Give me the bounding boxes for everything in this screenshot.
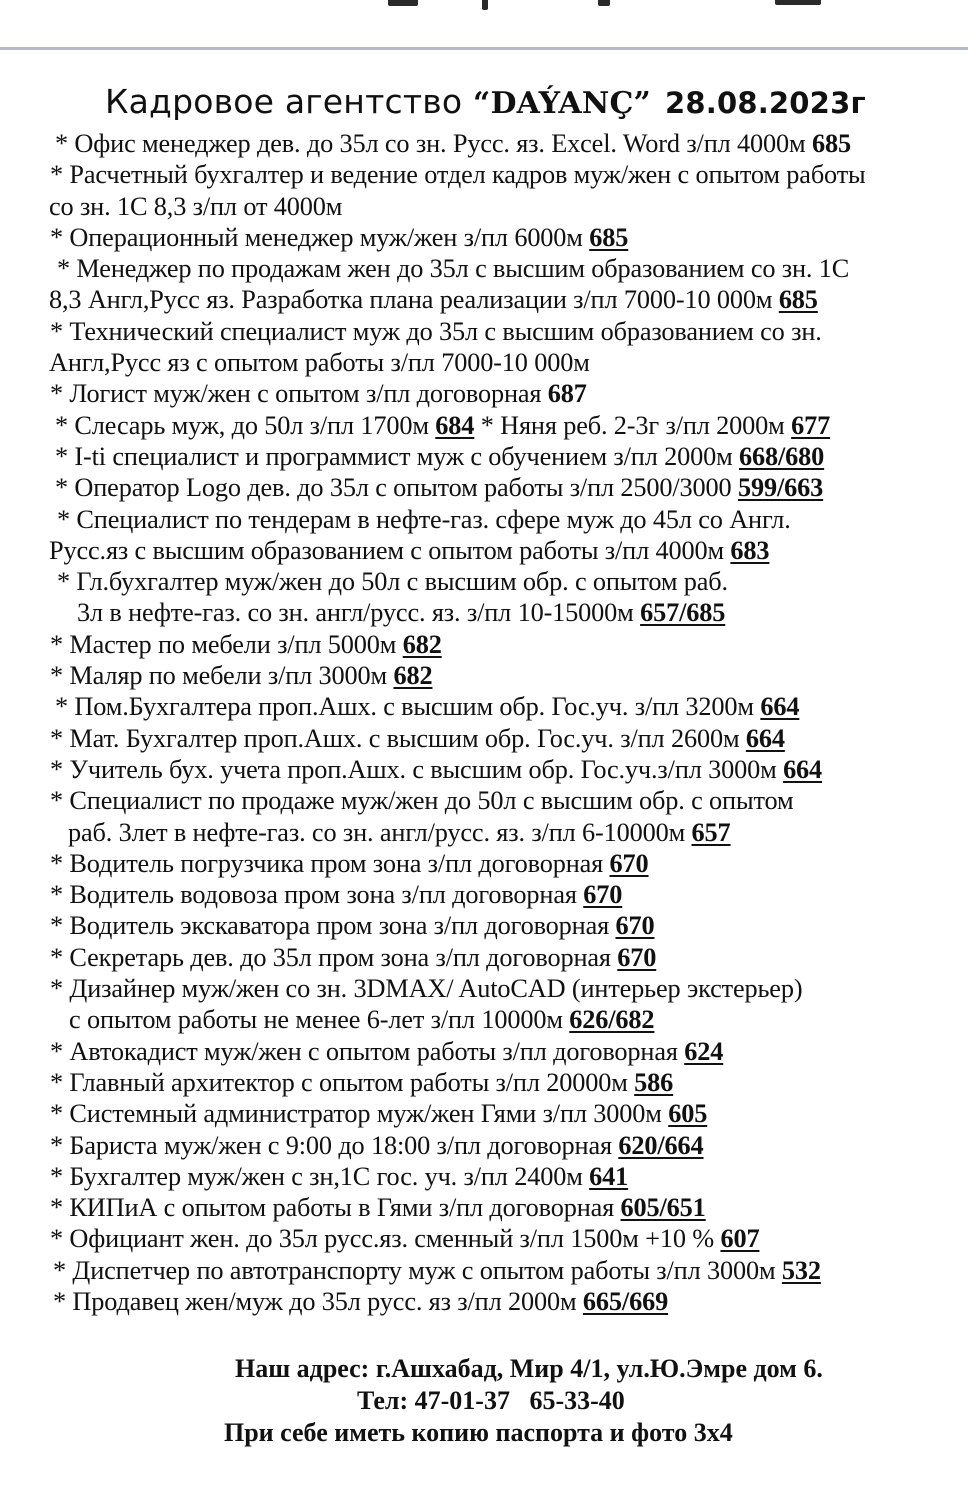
vacancy-text: * Слесарь муж, до 50л з/пл 1700м [55, 410, 436, 440]
vacancy-line [0, 378, 968, 409]
vacancy-line [0, 1098, 968, 1129]
vacancy-text: * Гл.бухгалтер муж/жен до 50л с высшим обр. с опытом раб. [57, 567, 728, 597]
vacancy-text: * Расчетный бухгалтер и ведение отдел кадров муж/жен с опытом работы [50, 160, 866, 190]
vacancy-line [0, 1004, 968, 1035]
documents-note: При себе иметь копию паспорта и фото 3х4 [224, 1418, 733, 1447]
vacancy-line [0, 879, 968, 910]
vacancy-code: 641 [589, 1161, 629, 1191]
agency-brand: “DAÝANÇ” [473, 86, 651, 121]
vacancy-code: 670 [617, 942, 657, 972]
vacancy-code: 605 [668, 1099, 708, 1129]
cropped-text-fragment [775, 0, 821, 5]
vacancy-line [0, 159, 968, 190]
vacancy-text: * Операционный менеджер муж/жен з/пл 6000м [50, 222, 590, 252]
vacancy-line [0, 1255, 968, 1286]
vacancy-text: * Системный администратор муж/жен Гями з/пл 3000м [50, 1099, 669, 1129]
vacancy-code: 682 [402, 629, 442, 659]
vacancy-code: 685 [589, 222, 629, 252]
vacancy-text: * КИПиА с опытом работы в Гями з/пл договорная [50, 1193, 621, 1223]
vacancy-line [0, 1161, 968, 1192]
top-divider [0, 47, 968, 50]
vacancy-line [0, 1067, 968, 1098]
vacancy-code: 684 [435, 410, 475, 440]
vacancy-code: 685 [811, 129, 851, 158]
vacancy-line [0, 347, 968, 378]
vacancy-list [0, 128, 968, 1317]
vacancy-line [0, 441, 968, 472]
vacancy-line [0, 973, 968, 1004]
vacancy-code: 664 [745, 723, 785, 753]
document-title [105, 82, 866, 121]
vacancy-line [0, 848, 968, 879]
vacancy-text: * Продавец жен/муж до 35л русс. яз з/пл 2000м [53, 1286, 583, 1316]
vacancy-text: * Секретарь дев. до 35л пром зона з/пл договорная [50, 942, 618, 972]
vacancy-text: * Учитель бух. учета проп.Ашх. с высшим обр. Гос.уч.з/пл 3000м [50, 754, 784, 784]
vacancy-line [0, 785, 968, 816]
vacancy-line [0, 253, 968, 284]
vacancy-text: * Автокадист муж/жен с опытом работы з/пл договорная [50, 1036, 685, 1066]
vacancy-code: 670 [609, 848, 649, 878]
vacancy-code: 532 [781, 1255, 821, 1285]
office-address: Наш адрес: г.Ашхабад, Мир 4/1, ул.Ю.Эмре дом 6. [235, 1354, 823, 1383]
vacancy-line [0, 504, 968, 535]
vacancy-text: раб. 3лет в нефте-газ. со зн. англ/русс. яз. з/пл 6-10000м [68, 817, 692, 847]
vacancy-line [0, 1036, 968, 1067]
cropped-text-fragment [598, 0, 610, 6]
vacancy-text: * Специалист по продаже муж/жен до 50л с высшим обр. с опытом [50, 786, 794, 816]
vacancy-code: 677 [791, 410, 831, 440]
vacancy-code: 687 [547, 379, 587, 409]
vacancy-text: * Бухгалтер муж/жен с зн,1С гос. уч. з/пл 2400м [50, 1161, 590, 1191]
vacancy-line [0, 316, 968, 347]
vacancy-code: 586 [634, 1067, 674, 1097]
vacancy-line [0, 191, 968, 222]
vacancy-code: 607 [720, 1224, 760, 1254]
vacancy-text: Англ,Русс яз с опытом работы з/пл 7000-10 000м [49, 348, 590, 378]
vacancy-line [0, 597, 968, 628]
vacancy-line [0, 723, 968, 754]
vacancy-text: * Технический специалист муж до 35л с высшим образованием со зн. [50, 316, 822, 346]
vacancy-text: * Водитель водовоза пром зона з/пл договорная [50, 880, 584, 910]
vacancy-code: 657 [691, 817, 731, 847]
document-date: 28.08.2023г [664, 86, 866, 120]
vacancy-line [0, 942, 968, 973]
vacancy-text: * Мастер по мебели з/пл 5000м [50, 629, 403, 659]
vacancy-code: 685 [778, 285, 818, 315]
vacancy-text: * Диспетчер по автотранспорту муж с опытом работы з/пл 3000м [53, 1255, 782, 1285]
vacancy-text: * Специалист по тендерам в нефте-газ. сфере муж до 45л со Англ. [57, 504, 791, 534]
vacancy-text: * Главный архитектор с опытом работы з/пл 20000м [50, 1067, 635, 1097]
vacancy-line [0, 691, 968, 722]
title-prefix: Кадровое агентство [105, 82, 473, 121]
vacancy-code: 665/669 [582, 1286, 669, 1316]
vacancy-code: 670 [583, 880, 623, 910]
vacancy-text: * Мат. Бухгалтер проп.Ашх. с высшим обр. Гос.уч. з/пл 2600м [50, 723, 746, 753]
vacancy-line [0, 566, 968, 597]
vacancy-code: 624 [684, 1036, 724, 1066]
phone-numbers: Тел: 47-01-37 65-33-40 [357, 1386, 625, 1415]
vacancy-line [0, 1286, 968, 1317]
vacancy-line [0, 284, 968, 315]
vacancy-text: * Оператор Logo дев. до 35л с опытом работы з/пл 2500/3000 [55, 473, 738, 503]
vacancy-text: * Менеджер по продажам жен до 35л с высшим образованием со зн. 1С [57, 254, 850, 284]
vacancy-line [0, 910, 968, 941]
vacancy-line [0, 222, 968, 253]
vacancy-line [0, 472, 968, 503]
vacancy-text: с опытом работы не менее 6-лет з/пл 10000м [69, 1005, 570, 1035]
cropped-text-fragment [482, 0, 488, 10]
vacancy-code: 599/663 [737, 473, 824, 503]
vacancy-line [0, 629, 968, 660]
vacancy-line [0, 128, 968, 159]
vacancy-text: * Дизайнер муж/жен со зн. 3DMAX/ AutoCAD (интерьер экстерьер) [50, 974, 803, 1004]
vacancy-line [0, 660, 968, 691]
vacancy-text: * I-ti специалист и программист муж с обучением з/пл 2000м [55, 441, 739, 471]
vacancy-text: 8,3 Англ,Русс яз. Разработка плана реализации з/пл 7000-10 000м [49, 285, 779, 315]
vacancy-line [0, 1192, 968, 1223]
cropped-text-fragment [388, 0, 418, 6]
vacancy-code: 668/680 [739, 441, 825, 471]
vacancy-code: 682 [393, 661, 433, 691]
vacancy-text: 3л в нефте-газ. со зн. англ/русс. яз. з/пл 10-15000м [77, 598, 641, 628]
vacancy-text: * Официант жен. до 35л русс.яз. сменный з/пл 1500м +10 % [50, 1224, 721, 1254]
vacancy-text: * Маляр по мебели з/пл 3000м [50, 661, 394, 691]
vacancy-code: 664 [760, 692, 800, 722]
vacancy-code: 670 [615, 911, 655, 941]
vacancy-text: Русс.яз с высшим образованием с опытом работы з/пл 4000м [49, 535, 731, 565]
vacancy-code: 664 [783, 754, 823, 784]
vacancy-line [0, 535, 968, 566]
vacancy-text: * Логист муж/жен с опытом з/пл договорная [50, 379, 548, 409]
vacancy-text: со зн. 1С 8,3 з/пл от 4000м [49, 191, 343, 221]
vacancy-line [0, 1223, 968, 1254]
vacancy-line [0, 754, 968, 785]
vacancy-line [0, 410, 968, 441]
vacancy-line [0, 1130, 968, 1161]
vacancy-line [0, 817, 968, 848]
vacancy-code: 620/664 [618, 1130, 704, 1160]
vacancy-text: * Водитель погрузчика пром зона з/пл договорная [50, 848, 610, 878]
vacancy-text: * Офис менеджер дев. до 35л со зн. Русс. яз. Excel. Word з/пл 4000м [55, 129, 812, 158]
vacancy-text: * Водитель экскаватора пром зона з/пл договорная [50, 911, 616, 941]
vacancy-text: * Няня реб. 2-3г з/пл 2000м [474, 410, 792, 440]
vacancy-code: 657/685 [640, 598, 726, 628]
vacancy-code: 626/682 [569, 1005, 655, 1035]
vacancy-code: 683 [730, 535, 770, 565]
vacancy-code: 605/651 [620, 1193, 706, 1223]
vacancy-text: * Пом.Бухгалтера проп.Ашх. с высшим обр. Гос.уч. з/пл 3200м [55, 692, 761, 722]
top-strip [0, 0, 968, 50]
vacancy-text: * Бариста муж/жен с 9:00 до 18:00 з/пл договорная [50, 1130, 619, 1160]
